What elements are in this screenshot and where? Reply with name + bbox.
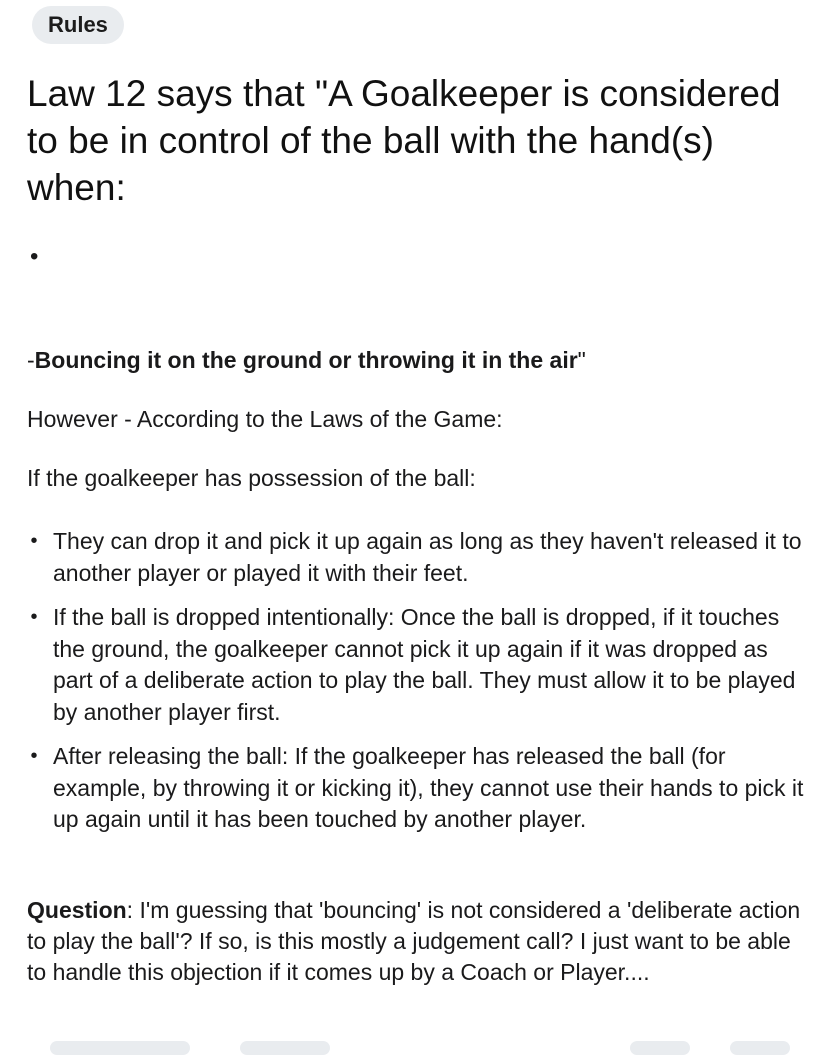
bullet-glyph: •: [30, 530, 38, 552]
quote-prefix: -: [27, 347, 35, 373]
list-item-text: After releasing the ball: If the goalkeeper has released the ball (for example, by throwing it or kicking it), they cannot use their hands to pick it up again until it has been touched by another player.: [53, 743, 804, 832]
bullet-glyph: •: [30, 745, 38, 767]
award-button[interactable]: [630, 1041, 690, 1055]
quoted-rule: [27, 345, 807, 376]
list-item: [27, 741, 812, 836]
however-paragraph: However - According to the Laws of the Game:: [27, 406, 503, 432]
list-item: [27, 526, 812, 589]
question-text: : I'm guessing that 'bouncing' is not considered a 'deliberate action to play the ball'? If so, is this mostly a judgement call? I just want to be able to handle this objection if it comes up by a Coach or Player....: [27, 897, 801, 985]
share-button[interactable]: [730, 1041, 790, 1055]
bullet-glyph: •: [30, 606, 38, 628]
quote-suffix: ": [577, 347, 586, 373]
comments-button[interactable]: [240, 1041, 330, 1055]
post-flair[interactable]: Rules: [32, 6, 124, 44]
list-item: [27, 602, 812, 728]
vote-button[interactable]: [50, 1041, 190, 1055]
rules-list: [27, 526, 812, 849]
post-title: Law 12 says that "A Goalkeeper is considered to be in control of the ball with the hand(s) when:: [27, 73, 781, 208]
question-paragraph: [27, 895, 807, 988]
possession-intro: If the goalkeeper has possession of the ball:: [27, 465, 476, 491]
list-item-text: They can drop it and pick it up again as long as they haven't released it to another player or played it with their feet.: [53, 528, 802, 586]
question-label: Question: [27, 897, 127, 923]
action-bar: [0, 1038, 828, 1045]
list-item-text: If the ball is dropped intentionally: Once the ball is dropped, if it touches the ground, the goalkeeper cannot pick it up again if it was dropped as part of a deliberate action to play the ball. They must allow it to be played by another player first.: [53, 604, 796, 725]
empty-bullet: •: [30, 243, 39, 270]
quote-bold-text: Bouncing it on the ground or throwing it in the air: [34, 347, 578, 373]
